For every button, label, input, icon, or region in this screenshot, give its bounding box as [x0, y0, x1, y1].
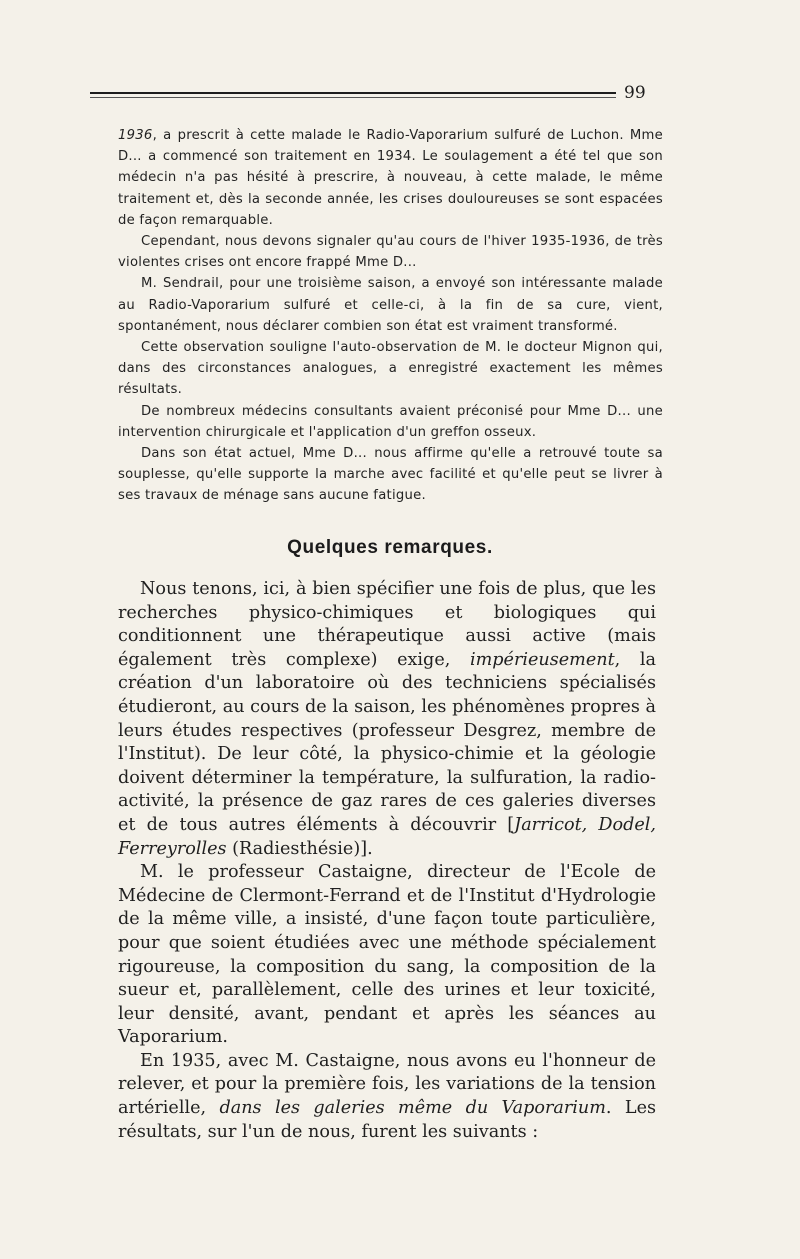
intro-paragraph-3: M. Sendrail, pour une troisième saison, a envoyé son intéressante malade au Radio-Vaporarium sulfuré et celle-ci, à la fin de sa cure, vient, spontanément, nous déclarer combien son état est vraiment transformé. — [118, 276, 663, 334]
page-number: 99 — [624, 83, 646, 103]
remarks-paragraph-3: En 1935, avec M. Castaigne, nous avons eu l'honneur de relever, et pour la première fois, les variations de la tension artérielle, dans les galeries même du Vaporarium. Les résultats, sur l'un de nous, furent les suivants : — [118, 1050, 657, 1142]
remarks-paragraph-1: Nous tenons, ici, à bien spécifier une fois de plus, que les recherches physico-chimiques et biologiques qui conditionnent une thérapeutique aussi active (mais également très complexe) exige, impérieusement, la création d'un laboratoire où des techniciens spécialisés étudieront, au cours de la saison, les phénomènes propres à leurs études respectives (professeur Desgrez, membre de l'Institut). De leur côté, la physico-chimie et la géologie doivent déterminer la température, la sulfuration, la radio-activité, la présence de gaz rares de ces galeries diverses et de tous autres éléments à découvrir [Jarricot, Dodel, Ferreyrolles (Radiesthésie)]. — [118, 579, 656, 859]
remarks-paragraph-2: M. le professeur Castaigne, directeur de l'Ecole de Médecine de Clermont-Ferrand et de l'Institut d'Hydrologie de la même ville, a insisté, d'une façon toute particulière, pour que soient étudiées avec une méthode spécialement rigoureuse, la composition du sang, la composition de la sueur et, parallèlement, celle des urines et leur toxicité, leur densité, avant, pendant et après les séances au Vaporarium. — [118, 862, 656, 1048]
section-heading: Quelques remarques. — [287, 537, 493, 558]
remarks-text — [118, 578, 656, 1144]
case-report-text — [118, 125, 663, 507]
intro-paragraph-6: Dans son état actuel, Mme D... nous affirme qu'elle a retrouvé toute sa souplesse, qu'elle supporte la marche avec facilité et qu'elle peut se livrer à ses travaux de ménage sans aucune fatigue. — [118, 446, 663, 504]
intro-paragraph-4: Cette observation souligne l'auto-observation de M. le docteur Mignon qui, dans des circonstances analogues, a enregistré exactement les mêmes résultats. — [118, 340, 663, 398]
intro-paragraph-1: 1936, a prescrit à cette malade le Radio-Vaporarium sulfuré de Luchon. Mme D... a commencé son traitement en 1934. Le soulagement a été tel que son médecin n'a pas hésité à prescrire, à nouveau, à cette malade, le même traitement et, dès la seconde année, les crises douloureuses se sont espacées de façon remarquable. — [118, 128, 663, 228]
header-rule-thin — [90, 97, 616, 98]
intro-paragraph-2: Cependant, nous devons signaler qu'au cours de l'hiver 1935-1936, de très violentes crises ont encore frappé Mme D... — [118, 234, 663, 271]
header-rule — [90, 92, 616, 94]
intro-paragraph-5: De nombreux médecins consultants avaient préconisé pour Mme D... une intervention chirurgicale et l'application d'un greffon osseux. — [118, 403, 663, 440]
